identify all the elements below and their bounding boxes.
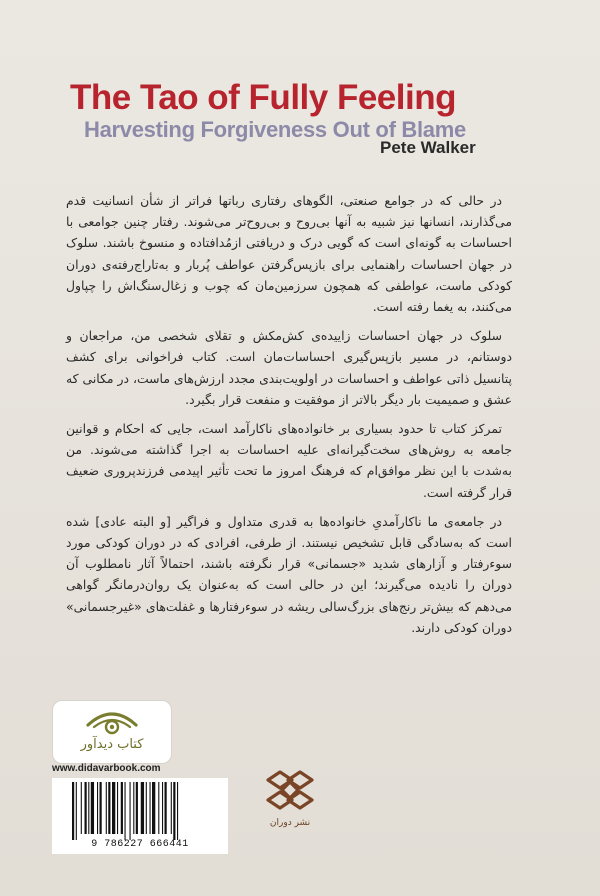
barcode-bar: [81, 782, 82, 834]
barcode-bar: [171, 782, 172, 834]
barcode-bar: [106, 782, 107, 834]
publisher-logo-icon: [262, 768, 318, 814]
barcode-bar: [112, 782, 115, 834]
barcode-bar: [146, 782, 147, 834]
blurb-paragraph-3: تمرکز کتاب تا حدود بسیاری بر خانواده‌های ناکارآمد است، جایی که احکام و قوانین جامعه به روش‌های سخت‌گیرانه‌ای علیه احساسات به اجرا گذاشته می‌شوند. من به‌شدت با این نظر موافق‌ام که فرهنگ امروز ما تحت تأثیر اپیدمی فرزندپروری ضعیف قرار گرفته است.: [66, 421, 512, 500]
barcode-bar: [121, 782, 123, 834]
store-url: www.didavarbook.com: [52, 763, 161, 774]
barcode-bar: [85, 782, 87, 834]
blurb-text: [66, 190, 512, 646]
barcode-bar: [76, 782, 77, 840]
barcode-bar: [133, 782, 134, 834]
barcode-bar: [91, 782, 94, 834]
barcode-bar: [117, 782, 118, 834]
store-name: کتاب دیدآور: [80, 737, 144, 752]
barcode-bar: [130, 782, 131, 840]
book-title: The Tao of Fully Feeling: [70, 78, 456, 117]
barcode-bar: [173, 782, 175, 840]
barcode-bar: [150, 782, 151, 834]
barcode-bar: [100, 782, 102, 834]
author-name: Pete Walker: [380, 138, 476, 157]
isbn-number: 9 786227 666441: [91, 839, 189, 850]
barcode-bar: [162, 782, 163, 834]
barcode-icon: [70, 782, 210, 840]
publisher-name: نشر دوران: [269, 818, 311, 828]
eye-icon: [85, 707, 139, 737]
barcode: [52, 778, 228, 854]
barcode-bar: [125, 782, 126, 840]
barcode-bar: [177, 782, 178, 840]
book-subtitle: Harvesting Forgiveness Out of Blame: [84, 117, 466, 142]
barcode-bar: [72, 782, 74, 840]
store-logo-sticker: [52, 700, 172, 764]
barcode-bar: [165, 782, 167, 834]
blurb-paragraph-1: در حالی که در جوامع صنعتی، الگوهای رفتاری رباتها فراتر از شأن انسانیت قدم می‌گذارند، انسانها نیز شبیه به آنها بی‌روح و بی‌روح‌تر می‌شوند. رفتار چنین جوامعی با احساسات به گونه‌ای است که گویی درک و دریافتی ازمُدافتاده و منسوخ باشند. سلوک در جهان احساسات راهنمایی برای بازپس‌گرفتن عواطف پُربار و به‌تاراج‌رفته‌ی دوران کودکی ماست، عواطفی که همچون سرزمین‌مان که چوب و زغال‌سنگ‌اش را چپاول می‌کنند، به یغما رفته است.: [66, 193, 512, 315]
blurb-paragraph-4: در جامعه‌ی ما ناکارآمدیِ خانواده‌ها به قدری متداول و فراگیر [و البته عادی] شده است که به‌سادگی قابل تشخیص نیستند. از طرفی، افرادی که در دوران کودکی مورد سوءرفتار و آزارهای شدید «جسمانی» قرار نگرفته باشند، احتمالاً آثار نامطلوب آن دوران را نادیده می‌گیرند؛ این در حالی است که به‌عنوان یک روان‌درمانگر گواهی می‌دهم که بیش‌تر رنج‌های بزرگ‌سالی ریشه در سوءرفتارها و غفلت‌های «غیرجسمانی» دوران کودکی دارند.: [66, 513, 512, 635]
barcode-bar: [108, 782, 110, 834]
barcode-bar: [136, 782, 138, 834]
barcode-bar: [88, 782, 89, 834]
barcode-bar: [97, 782, 98, 834]
blurb-paragraph-2: سلوک در جهان احساسات زاییده‌ی کش‌مکش و تقلای شخصی من، مراجعان و دوستانم، در مسیر بازپس‌گیری احساسات‌مان است. کتاب فراخوانی برای کشف پتانسیل ذاتی عواطف و احساسات در اولویت‌بندی مجدد ارزش‌های ماست، در مکانی که عشق و صمیمیت بار دیگر بالاتر از موفقیت و منفعت قرار بگیرد.: [66, 328, 512, 407]
barcode-bar: [141, 782, 144, 834]
barcode-bar: [158, 782, 159, 834]
barcode-bar: [152, 782, 155, 834]
